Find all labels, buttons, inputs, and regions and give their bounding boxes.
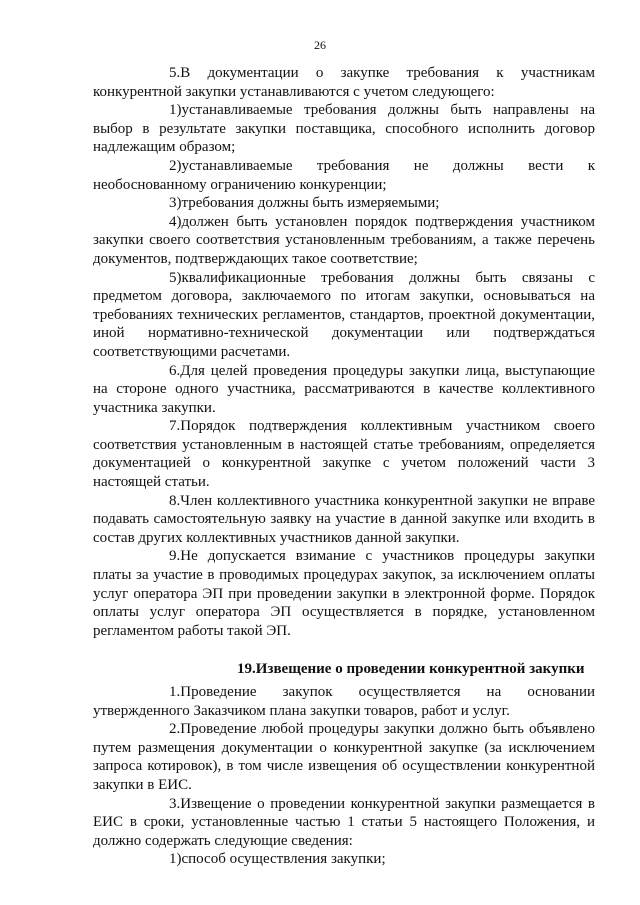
paragraph	[93, 213, 595, 269]
paragraph-number: 2)	[169, 157, 182, 174]
paragraph-text: В документации о закупке требования к участникам конкурентной закупки устанавливаются с учетом следующего:	[93, 65, 595, 100]
paragraph-text: квалификационные требования должны быть связаны с предметом договора, заключаемого по итогам закупки, основываться на требованиях технических регламентов, стандартов, проектной документации, иной нормативно-технической документации или подтверждаться соответствующими расчетами.	[93, 269, 595, 360]
paragraph	[93, 492, 595, 548]
paragraph	[93, 850, 595, 869]
section-heading	[93, 660, 595, 679]
page-number: 26	[314, 38, 326, 52]
paragraph-number: 5.	[169, 65, 181, 81]
paragraph-text: Проведение любой процедуры закупки должно быть объявлено путем размещения документации о конкурентной закупке (за исключением запроса котировок), в том числе извещения об осуществлении конкурентной закупки в ЕИС.	[93, 721, 595, 793]
section-title: Извещение о проведении конкурентной закупки	[255, 661, 585, 678]
paragraph-number: 4)	[169, 213, 182, 230]
paragraph-number: 5)	[169, 269, 182, 286]
paragraph	[93, 362, 595, 418]
paragraph-text: Извещение о проведении конкурентной закупки размещается в ЕИС в сроки, установленные частью 1 статьи 5 настоящего Положения, и должно содержать следующие сведения:	[93, 795, 595, 849]
paragraph-list-before	[93, 64, 595, 640]
paragraph-number: 2.	[169, 721, 181, 738]
paragraph	[93, 720, 595, 794]
paragraph	[93, 101, 595, 157]
paragraph-list-after	[93, 683, 595, 869]
paragraph-number: 6.	[169, 362, 181, 379]
paragraph-text: требования должны быть измеряемыми;	[181, 195, 440, 212]
paragraph	[93, 157, 595, 194]
paragraph-number: 1.	[169, 684, 181, 700]
paragraph-number: 8.	[169, 492, 181, 509]
paragraph-text: Проведение закупок осуществляется на основании утвержденного Заказчиком плана закупки товаров, работ и услуг.	[93, 684, 595, 719]
paragraph-text: устанавливаемые требования не должны вести к необоснованному ограничению конкуренции;	[93, 157, 595, 193]
paragraph	[93, 683, 595, 720]
paragraph-number: 1)	[169, 102, 182, 119]
paragraph-text: устанавливаемые требования должны быть направлены на выбор в результате закупки поставщика, способного исполнить договор надлежащим образом;	[93, 102, 595, 156]
paragraph	[93, 194, 595, 213]
paragraph-text: должен быть установлен порядок подтверждения участником закупки своего соответствия установленным требованиям, а также перечень документов, подтверждающих такое соответствие;	[93, 213, 595, 267]
paragraph	[93, 417, 595, 491]
paragraph-text: Для целей проведения процедуры закупки лица, выступающие на стороне одного участника, рассматриваются в качестве коллективного участника закупки.	[93, 362, 595, 416]
paragraph-text: способ осуществления закупки;	[181, 851, 386, 868]
paragraph-number: 3.	[169, 795, 181, 812]
paragraph	[93, 64, 595, 101]
paragraph	[93, 269, 595, 362]
paragraph-number: 7.	[169, 418, 181, 435]
paragraph	[93, 795, 595, 851]
paragraph-number: 9.	[169, 548, 181, 565]
paragraph-number: 3)	[169, 195, 182, 212]
section-number: 19.	[237, 661, 256, 678]
paragraph-number: 1)	[169, 851, 182, 868]
document-body	[93, 64, 595, 869]
paragraph	[93, 547, 595, 640]
paragraph-text: Не допускается взимание с участников процедуры закупки платы за участие в проводимых процедурах закупок, за исключением оплаты услуг оператора ЭП при проведении закупки в электронной форме. Порядок оплаты услуг оператора ЭП осуществляется в порядке, установленном регламентом работы такой ЭП.	[93, 548, 595, 639]
paragraph-text: Порядок подтверждения коллективным участником своего соответствия установленным в настоящей статье требованиям, определяется документацией о конкурентной закупке с учетом положений части 3 настоящей статьи.	[93, 418, 595, 491]
paragraph-text: Член коллективного участника конкурентной закупки не вправе подавать самостоятельную заявку на участие в данной закупке или входить в состав других коллективных участников данной закупки.	[93, 492, 595, 546]
